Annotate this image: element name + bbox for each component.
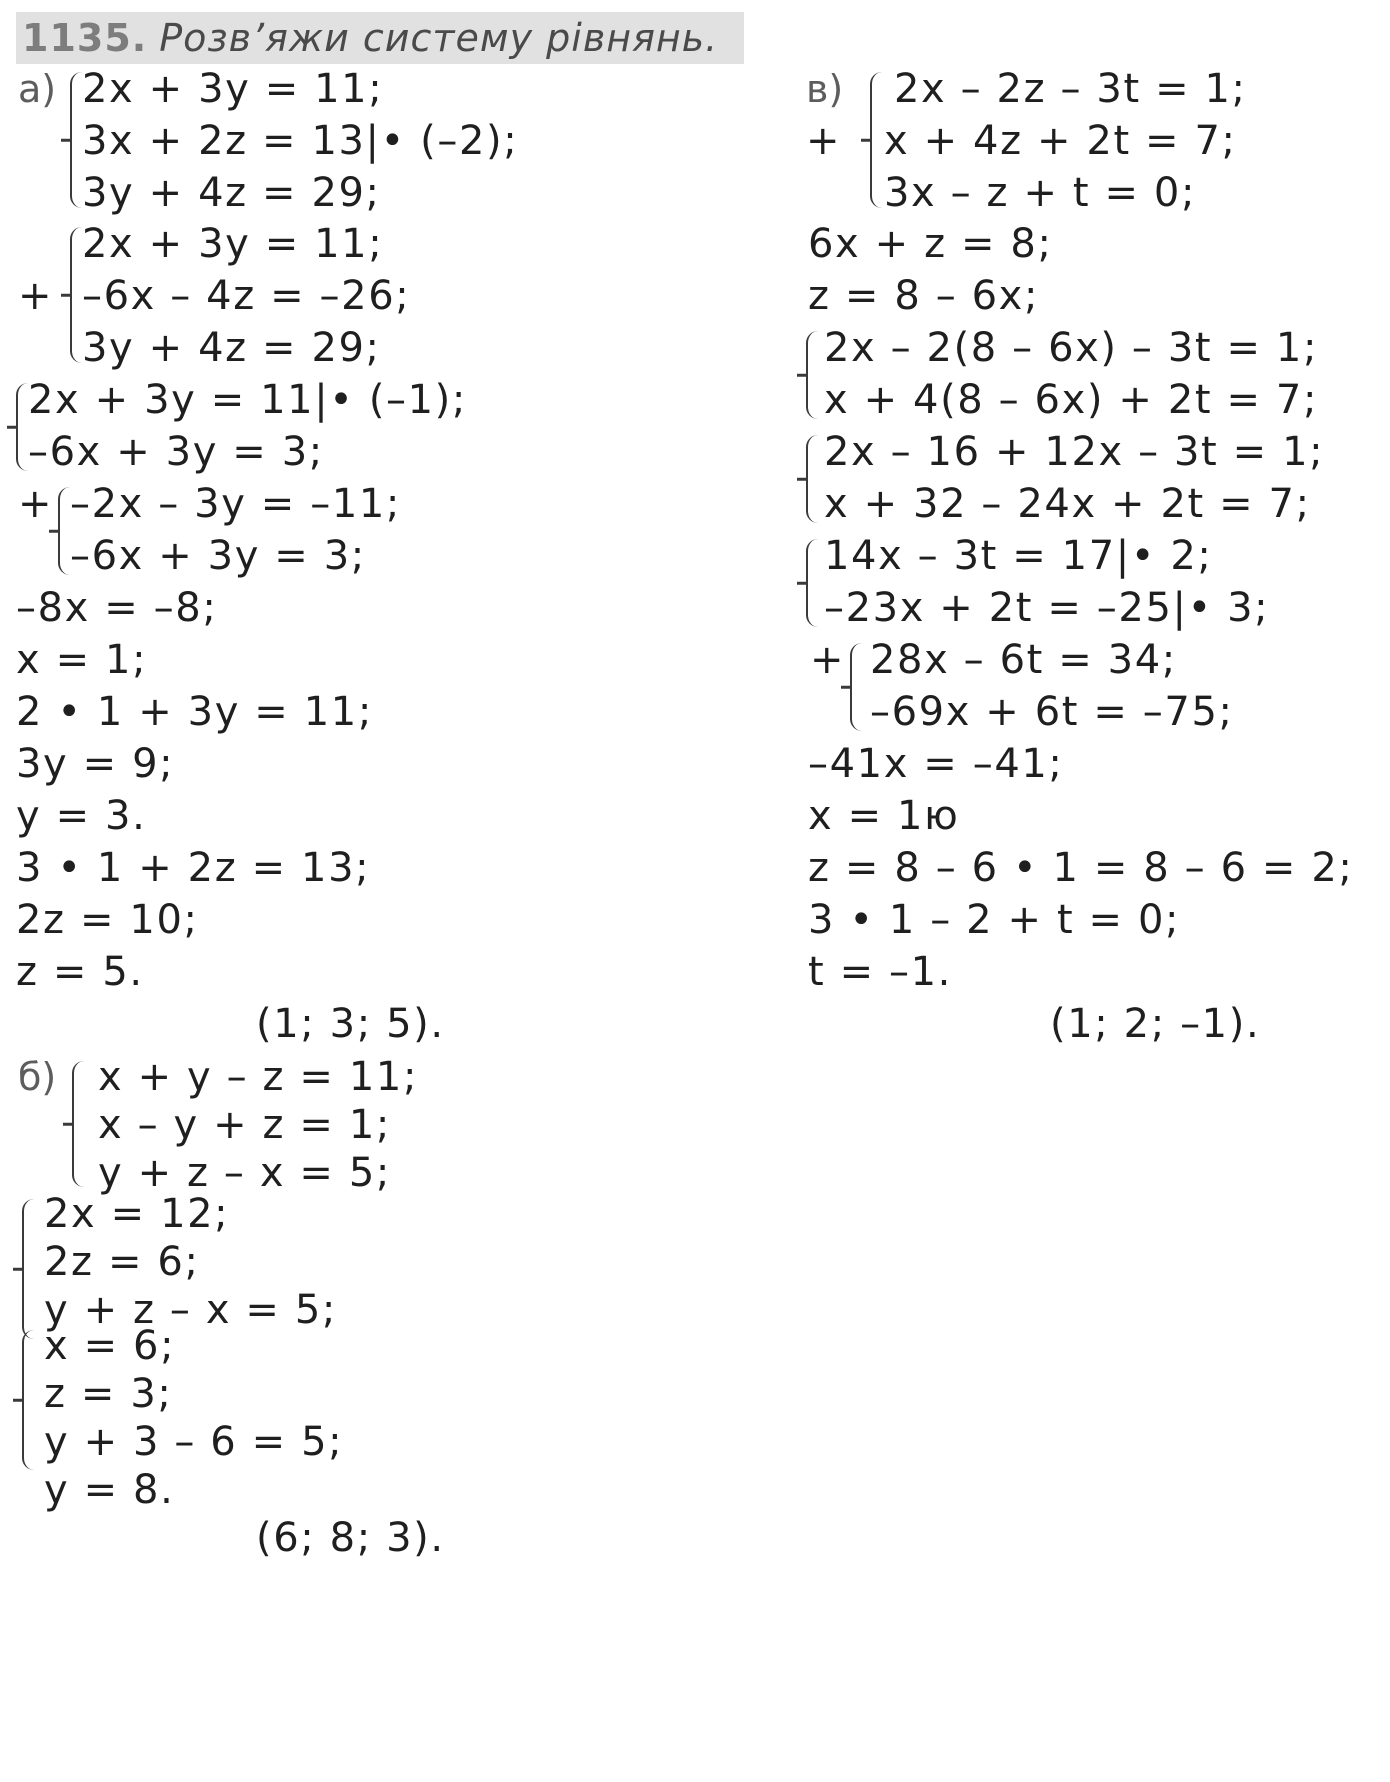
- part-a-label: а): [18, 67, 57, 111]
- part-v-label: в): [806, 67, 844, 111]
- equation: x + 4(8 – 6x) + 2t = 7;: [824, 377, 1319, 423]
- equation: –2x – 3y = –11;: [70, 481, 401, 527]
- brace: [850, 643, 862, 731]
- equation: 3y + 4z = 29;: [82, 325, 381, 371]
- equation: –23x + 2t = –25|• 3;: [824, 585, 1270, 631]
- equation: 2x = 12;: [44, 1191, 230, 1237]
- brace: [16, 383, 28, 471]
- step: t = –1.: [808, 949, 952, 995]
- brace: [58, 487, 70, 575]
- plus-sign: +: [18, 273, 52, 319]
- plus-sign: +: [806, 118, 840, 164]
- brace: [806, 539, 818, 627]
- step: 2z = 10;: [16, 897, 199, 943]
- answer: (6; 8; 3).: [256, 1515, 445, 1561]
- step: y = 3.: [16, 793, 147, 839]
- equation: 3x + 2z = 13|• (–2);: [82, 118, 519, 164]
- step: z = 8 – 6x;: [808, 273, 1040, 319]
- equation: –6x + 3y = 3;: [70, 533, 366, 579]
- equation: 2x + 3y = 11|• (–1);: [28, 377, 467, 423]
- brace: [806, 435, 818, 523]
- equation: 2z = 6;: [44, 1239, 200, 1285]
- equation: 3y + 4z = 29;: [82, 170, 381, 216]
- step: –41x = –41;: [808, 741, 1064, 787]
- part-b-label: б): [18, 1055, 57, 1099]
- step: x = 1ю: [808, 793, 960, 839]
- answer: (1; 2; –1).: [1050, 1001, 1261, 1047]
- equation: –6x – 4z = –26;: [82, 273, 411, 319]
- equation: 2x – 16 + 12x – 3t = 1;: [824, 429, 1325, 475]
- brace: [72, 1061, 84, 1187]
- equation: –69x + 6t = –75;: [870, 689, 1234, 735]
- equation: 2x + 3y = 11;: [82, 221, 384, 267]
- plus-sign: +: [18, 481, 52, 527]
- step: 3y = 9;: [16, 741, 175, 787]
- step: x = 1;: [16, 637, 148, 683]
- step: 2 • 1 + 3y = 11;: [16, 689, 373, 735]
- equation: x = 6;: [44, 1323, 176, 1369]
- equation: z = 3;: [44, 1371, 173, 1417]
- equation: 14x – 3t = 17|• 2;: [824, 533, 1213, 579]
- step: 3 • 1 + 2z = 13;: [16, 845, 371, 891]
- equation: y + z – x = 5;: [44, 1287, 337, 1333]
- brace: [22, 1330, 34, 1470]
- plus-sign: +: [810, 637, 844, 683]
- task-title: Розв’яжи систему рівнянь.: [159, 16, 719, 60]
- task-header: [16, 12, 744, 64]
- step: 6x + z = 8;: [808, 221, 1053, 267]
- step: z = 5.: [16, 949, 144, 995]
- equation: 28x – 6t = 34;: [870, 637, 1177, 683]
- answer: (1; 3; 5).: [256, 1001, 445, 1047]
- brace: [870, 72, 882, 208]
- equation: y + 3 – 6 = 5;: [44, 1419, 344, 1465]
- step: y = 8.: [44, 1467, 175, 1513]
- equation: 2x – 2z – 3t = 1;: [894, 66, 1247, 112]
- equation: 2x + 3y = 11;: [82, 66, 384, 112]
- task-number: 1135.: [22, 16, 148, 60]
- equation: x + y – z = 11;: [98, 1054, 419, 1100]
- equation: y + z – x = 5;: [98, 1150, 391, 1196]
- brace: [70, 72, 82, 208]
- equation: –6x + 3y = 3;: [28, 429, 324, 475]
- brace: [70, 227, 82, 363]
- equation: x + 32 – 24x + 2t = 7;: [824, 481, 1311, 527]
- step: z = 8 – 6 • 1 = 8 – 6 = 2;: [808, 845, 1354, 891]
- step: –8x = –8;: [16, 585, 218, 631]
- step: 3 • 1 – 2 + t = 0;: [808, 897, 1181, 943]
- equation: 2x – 2(8 – 6x) – 3t = 1;: [824, 325, 1319, 371]
- equation: x + 4z + 2t = 7;: [884, 118, 1237, 164]
- equation: x – y + z = 1;: [98, 1102, 391, 1148]
- equation: 3x – z + t = 0;: [884, 170, 1197, 216]
- brace: [22, 1199, 34, 1339]
- brace: [806, 331, 818, 419]
